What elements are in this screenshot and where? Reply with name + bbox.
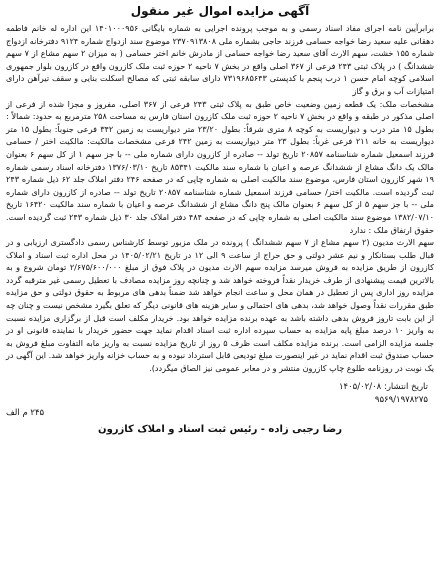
reference-number: ۹۵۶۹/۱۹۷۸۲۷۵	[374, 394, 428, 405]
notice-title: آگهی مزایده اموال غیر منقول	[130, 4, 310, 18]
notice-paragraph-auction-terms: سهم الارث مدیون (۲ سهم مشاع از ۷ سهم ششدانگ ) پرونده در ملک مزبور توسط کارشناس رسمی دادگستری ارزیابی و در قبال طلب بستانکار و نیم عشر دولتی و حق حراج از ساعت ۹ الی ۱۲ در تاریخ ۱۴۰۵/۰۲/۲۱ در محل اداره ثبت اسناد و املاک کازرون از طریق مزایده به فروش میرسد مزایده سهم الارث مدیون در پلاک فوق از مبلغ ۲/۶۷۵/۶۰۰/۰۰۰ تومان شروع و به بالاترین قیمت پیشنهادی از طرف خریدار نقداً فروخته خواهد شد و چنانچه روز مزایده مصادف با تعطیل رسمی غیر مترقبه گردد مزایده روز اداری پس از تعطیل در همان محل و ساعت انجام خواهد شد ضمناً بدهی های مربوط به حقوق دولتی و حق مزایده طبق مقررات نقداً وصول خواهد شد، بدهی های احتمالی و سایر هزینه های قانونی دیگر که تعلق بگیرد مشخص نیست و چنان چه از این بابت تاروز فروش بدهی داشته باشد به عهده برنده مزایده خواهد بود. خریدار مکلف است قبل از برگزاری مزایده نسبت به واریز ۱۰ درصد مبلغ پایه مزایده به حساب سپرده اداره ثبت اسناد اقدام نماید جهت حضور خریدار با نماینده قانونی او در جلسه مزایده الزامی است. برنده مزایده مکلف است ظرف ۵ روز از تاریخ مزایده نسبت به واریز مابه التفاوت مبلغ فروش به حساب صندوق ثبت اقدام نماید در غیر اینصورت مبلغ تودیعی قابل استرداد نبوده و به حساب خزانه واریز خواهد شد. این آگهی در یک نوبت در روزنامه طلوع چاپ کازرون منتشر و در معابر عمومی نیز الصاق میگردد).	[6, 237, 435, 374]
notice-code: ۲۴۵ م الف	[6, 407, 45, 418]
signature-line: رضا رجبی زاده - رئیس ثبت اسناد و املاک کازرون	[98, 423, 342, 435]
publish-date: تاریخ انتشار: ۱۴۰۵/۰۲/۰۸	[338, 381, 428, 392]
notice-paragraph-intro: برابرآیین نامه اجرای مفاد اسناد رسمی و به موجب پرونده اجرایی به شماره بایگانی ۱۴۰۱۰۰۰۹۵۶ این اداره له خانم فاطمه دهقانی علیه سعید رضا خواجه حسامی فرزند حاجی بشماره ملی ۲۳۷۰۹۱۳۸۰۸ موضوع سند ازدواج شماره ۹۱۲۴ دفترخانه ازدواج شماره ۱۵۵ خشت، سهم الارث آقای سعید رضا خواجه حسامی از مادرش خانم اختر حسامی ( به میزان ۲ سهم مشاع از ۷ سهم ششدانگ ) در پلاک ثبتی ۲۴۳ فرعی از ۳۶۷ اصلی واقع در بخش ۷ ناحیه ۲ حوزه ثبت ملک کازرون واقع در کازرون بلوار جمهوری اسلامی کوچه امام حسن ۱ درب پنجم با کدپستی ۷۳۱۹۶۸۵۶۴۳ دارای سابقه ثبتی که مصالح اسکلت بنایی و سقف تیرآهن دارای امتیازات آب و برق و گاز	[6, 23, 434, 96]
auction-notice	[6, 4, 434, 570]
notice-body	[6, 22, 434, 375]
notice-meta	[6, 381, 434, 420]
notice-paragraph-property: مشخصات ملک: یک قطعه زمین وضعیت خاص طبق به پلاک ثبتی ۲۴۳ فرعی از ۳۶۷ اصلی، مفروز و مجزا شده از فرعی از اصلی مذکور در طبقه و واقع در بخش ۷ ناحیه ۲ حوزه ثبت ملک کازرون استان فارس به مساحت ۲۵۸ مترمربع به حدود: شمالاً : بطول ۱۵ متر درب و دیواریست به کوچه ۸ متری شرقاً: بطول ۲۳/۲۰ متر دیواریست به زمین ۳۴۲ فرعی جنوباً: بطول ۱۵ متر دیواریست به خانه ۲۱۱ فرعی غرباً: بطول ۲۳ متر دیواریست به زمین ۲۴۲ فرعی مشخصات مالکیت: مالکیت اختر / حسامی فرزند اسمعیل شماره شناسنامه ۲۰۸۵۷ تاریخ تولد -- صادره از کازرون دارای شماره ملی -- با جز سهم ۱ از کل سهم ۶ بعنوان مالک یک دانگ مشاع از ششدانگ عرصه و اعیان با شماره سند مالکیت ۸۵۳۴۱ تاریخ ۱۳۷۶/۰۳/۱۰ دفترخانه اسناد رسمی شماره ۱۹ شهر کازرون استان فارس، موضوع سند مالکیت اصلی به شماره چاپی که در صفحه ۲۴۶ دفتر املاک جلد ۶۲ ذیل شماره ۲۴۳ ثبت گردیده است. مالکیت اختر/ حسامی فرزند اسمعیل شماره شناسنامه ۲۰۸۵۷ تاریخ تولد -- صادره از کازرون دارای شماره ملی -- با جز سهم ۵ از کل سهم ۶ بعنوان مالک پنج دانگ مشاع از ششدانگ عرصه و اعیان با شماره سند مالکیت ۱۶۴۲۰ تاریخ ۱۳۸۲/۰۷/۱۰ موضوع سند مالکیت اصلی به شماره چاپی که در صفحه ۴۸۴ دفتر املاک جلد ۳۰ ذیل شماره ۲۴۳ ثبت گردیده است. حقوق ارتفاق ملک : ندارد	[6, 98, 435, 235]
